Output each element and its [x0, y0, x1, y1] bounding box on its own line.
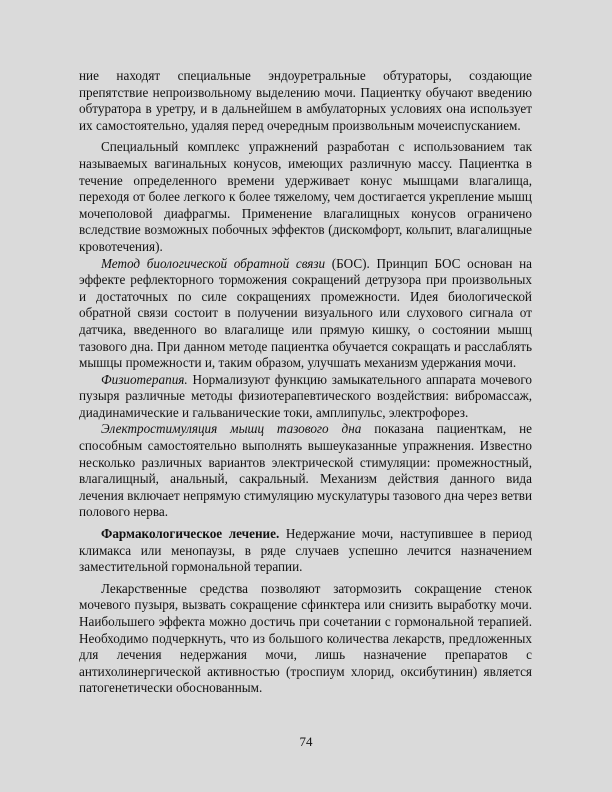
- body-text: [79, 68, 532, 697]
- paragraph-obturators: ние находят специальные эндоуретральные обтураторы, создающие препятствие непроизвольному выделению мочи. Пациентку обучают введению обтуратора в уретру, и в дальнейшем в амбулаторных условиях она использует их самостоятельно, удаляя перед очередным произвольным мочеиспусканием.: [79, 68, 532, 133]
- electrostimulation-heading: Электростимуляция мышц тазового дна: [101, 421, 362, 437]
- biofeedback-heading: Метод биологической обратной связи: [101, 255, 326, 271]
- pharmacological-heading: Фармакологическое лечение.: [101, 526, 280, 542]
- paragraph-pharmacological: [79, 526, 532, 576]
- page-number: 74: [299, 734, 313, 749]
- pharmacological-text: Недержание мочи, наступившее в период климакса или менопаузы, в ряде случаев успешно лечится назначением заместительной гормональной терапии.: [79, 526, 532, 575]
- electrostimulation-text: показана пациенткам, не способным самостоятельно выполнять вышеуказанные упражнения. Известно несколько различных вариантов электрической стимуляции: промежностный, влагалищный, анальный, сакральный. Механизм действия данного вида лечения включает непрямую стимуляцию мускулатуры тазового дна через ветви полового нерва.: [79, 421, 532, 520]
- physiotherapy-heading: Физиотерапия.: [101, 371, 188, 387]
- physiotherapy-text: Нормализуют функцию замыкательного аппарата мочевого пузыря различные методы физиотерапевтического воздействия: вибромассаж, диадинамические и гальванические токи, амплипульс, электрофорез.: [79, 371, 532, 420]
- paragraph-physiotherapy: [79, 372, 532, 422]
- paragraph-electrostimulation: [79, 421, 532, 521]
- biofeedback-text: (БОС). Принцип БОС основан на эффекте рефлекторного торможения сокращений детрузора при произвольных и достаточных по силе сокращениях промежности. Идея биологической обратной связи состоит в получении визуального или слухового сигнала от датчика, введенного во влагалище или прямую кишку, о состоянии мышц тазового дна. При данном методе пациентка обучается сокращать и расслаблять мышцы промежности и, таким образом, улучшать механизм удержания мочи.: [79, 255, 532, 371]
- paragraph-medications: Лекарственные средства позволяют затормозить сокращение стенок мочевого пузыря, вызвать сокращение сфинктера или снизить выработку мочи. Наибольшего эффекта можно достичь при сочетании с гормональной терапией. Необходимо подчеркнуть, что из большого количества лекарств, предложенных для лечения недержания мочи, лишь назначение препаратов с антихолинергической активностью (троспиум хлорид, оксибутинин) является патогенетически обоснованным.: [79, 580, 532, 696]
- paragraph-biofeedback: [79, 256, 532, 372]
- paragraph-vaginal-cones: Специальный комплекс упражнений разработан с использованием так называемых вагинальных конусов, имеющих различную массу. Пациентка в течение определенного времени удерживает конус мышцами влагалища, переходя от более легкого к более тяжелому, чем достигается укрепление мышц мочеполовой диафрагмы. Применение влагалищных конусов ограничено вследствие возможных побочных эффектов (дискомфорт, кольпит, влагалищные кровотечения).: [79, 139, 532, 254]
